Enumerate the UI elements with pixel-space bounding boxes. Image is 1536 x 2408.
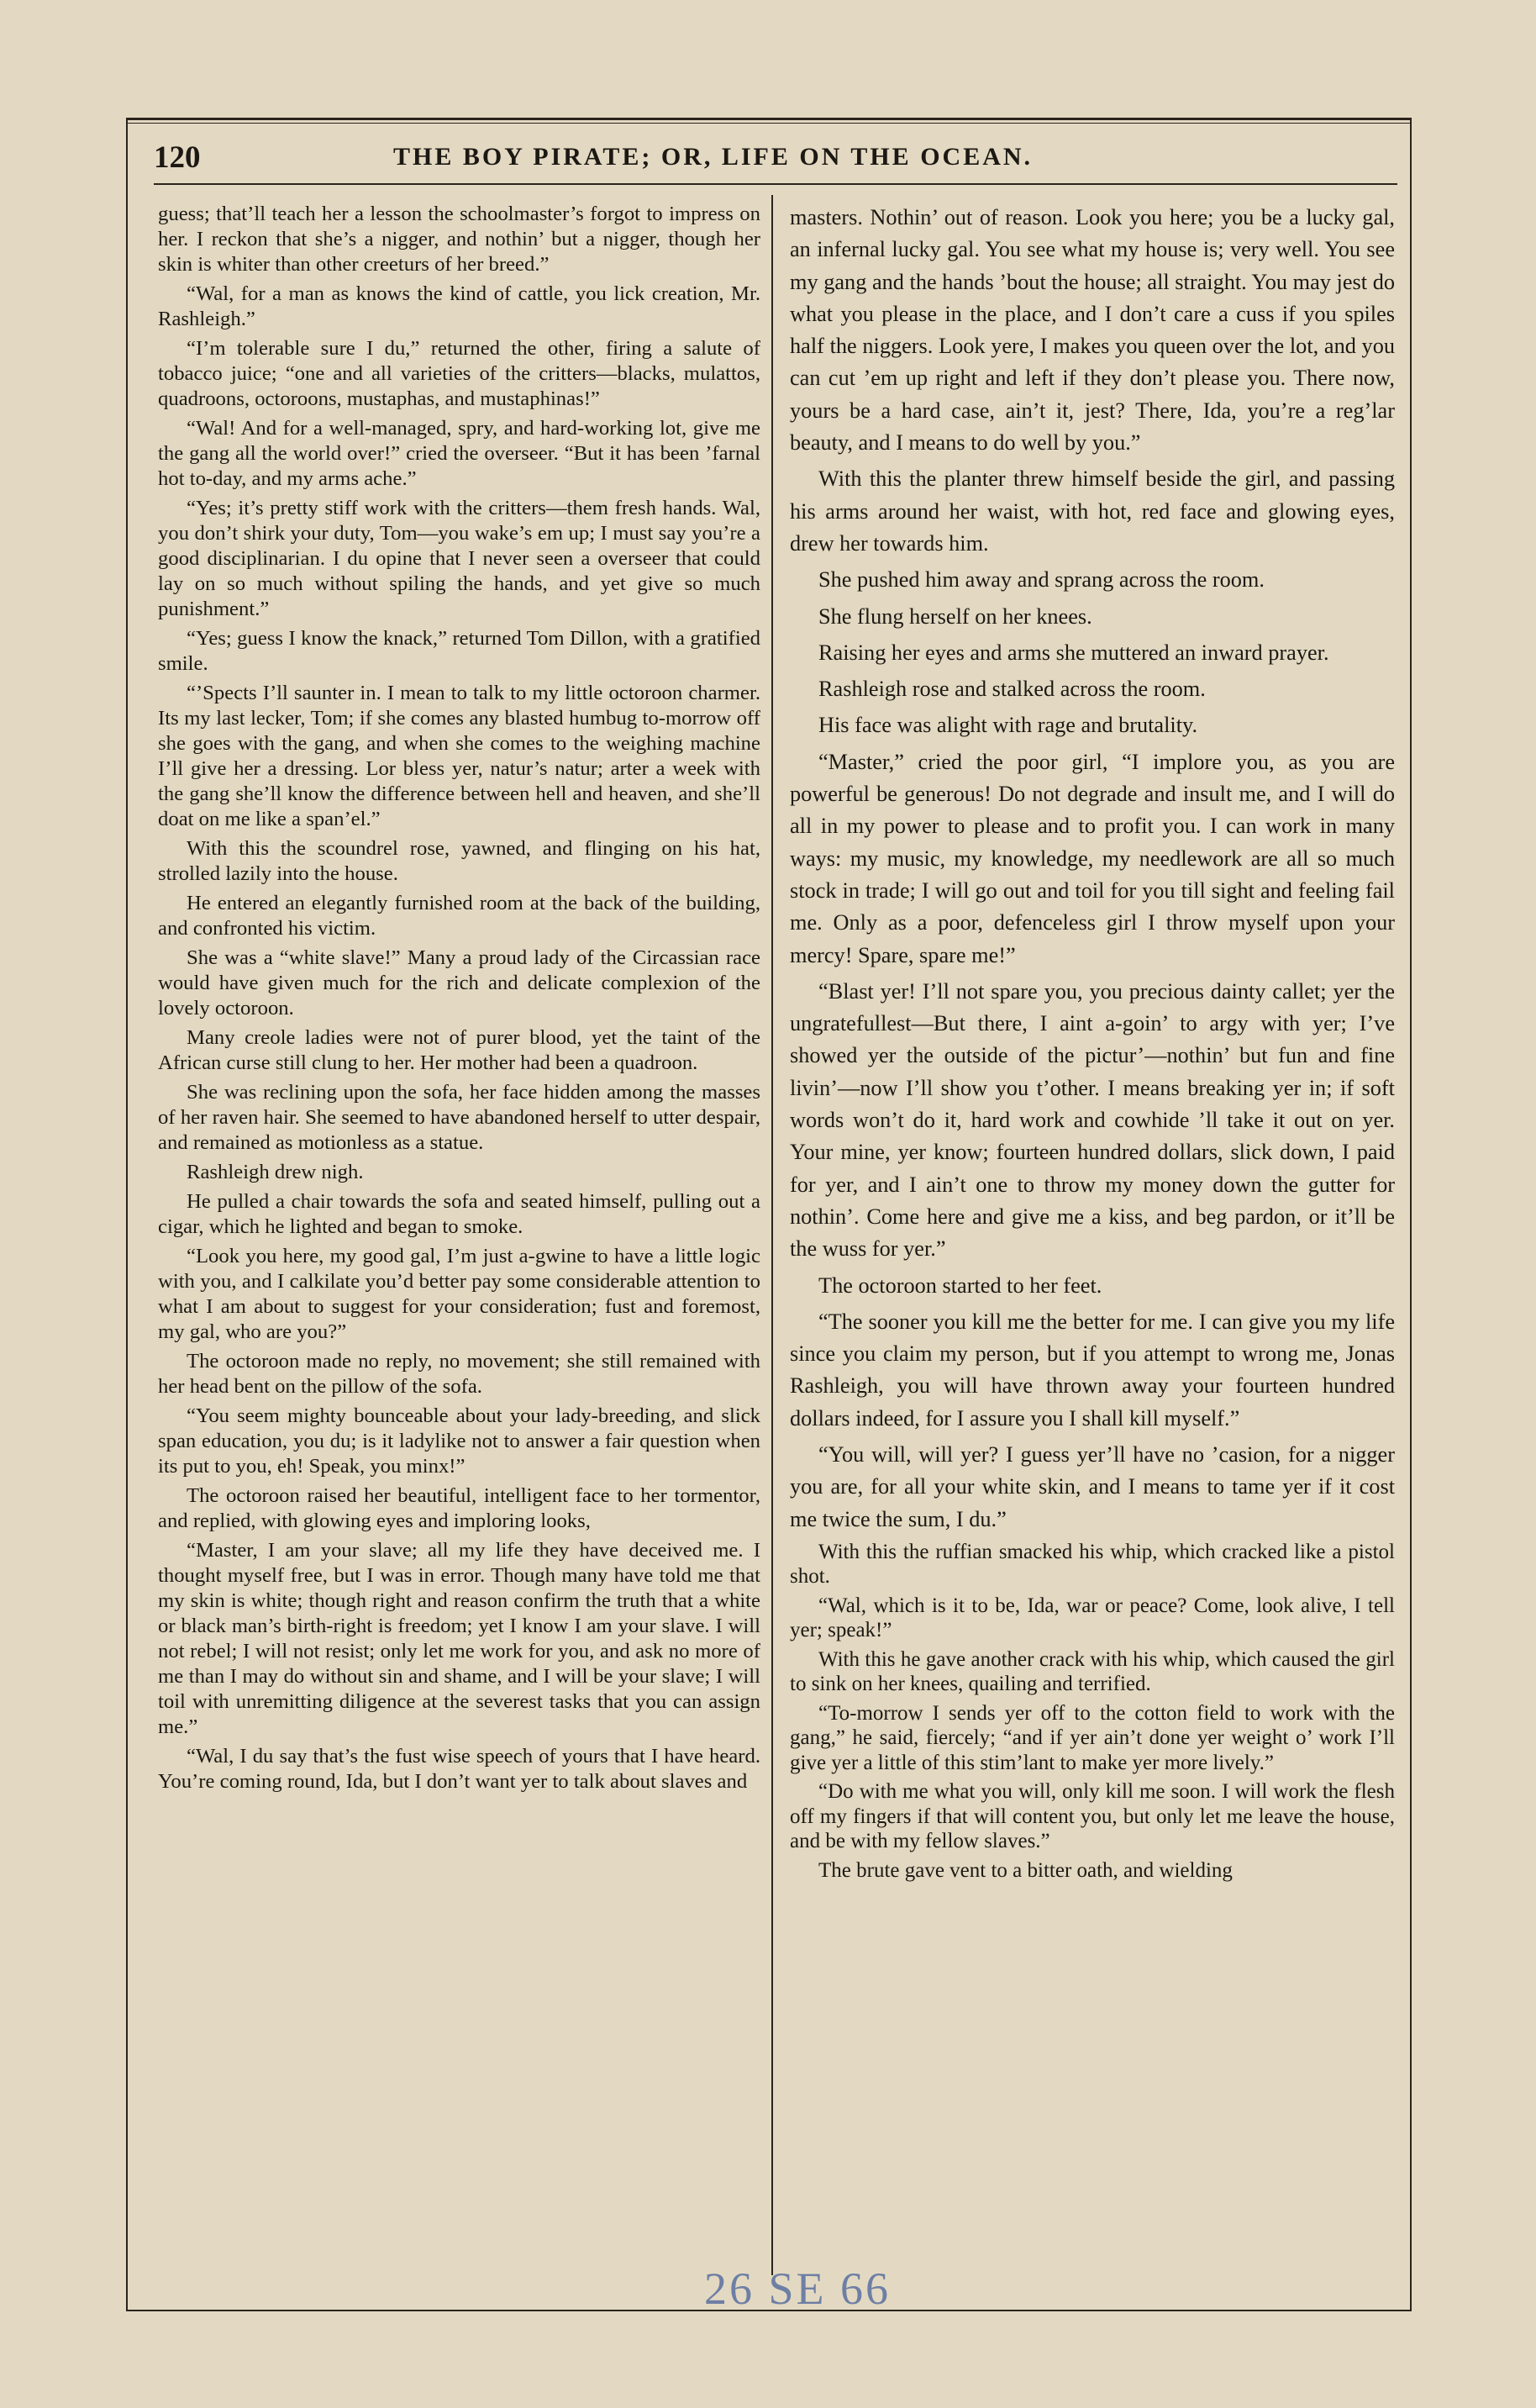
- library-date-stamp: 26 SE 66: [704, 2263, 892, 2314]
- paragraph: “The sooner you kill me the better for me. I can give you my life since you claim my person, but if you attempt to wrong me, Jonas Rashleigh, you will have thrown away your fourteen hundred dollars indeed, for I assure you I shall kill myself.”: [790, 1309, 1395, 1431]
- page-number: 120: [154, 140, 201, 175]
- paragraph: masters. Nothin’ out of reason. Look you here; you be a lucky gal, an infernal lucky gal. You see what my house is; very well. You see my gang and the hands ’bout the house; all straight. You may jest do what you please in the place, and I don’t care a cuss if you spiles half the niggers. Look yere, I makes you queen over the lot, and you can cut ’em up right and left if they don’t please you. There now, yours be a hard case, ain’t it, jest? There, Ida, you’re a reg’lar beauty, and I means to do well by you.”: [790, 205, 1395, 456]
- paragraph: His face was alight with rage and brutality.: [818, 713, 1198, 738]
- paragraph: The octoroon started to her feet.: [818, 1272, 1102, 1298]
- paragraph: “’Spects I’ll saunter in. I mean to talk to my little octoroon charmer. Its my last lecker, Tom; if she comes any blasted humbug to-morrow off she goes with the gang, and when she comes to the weighing machine I’ll give her a dressing. Lor bless yer, natur’s natur; arter a week with the gang she’ll know the difference between hell and heaven, and she’ll doat on me like a span’el.”: [158, 682, 760, 830]
- paragraph: Rashleigh drew nigh.: [187, 1161, 364, 1183]
- column-divider: [771, 195, 773, 2275]
- paragraph: “Master, I am your slave; all my life they have deceived me. I thought myself free, but I was in error. Though many have told me that my skin is white; though right and reason confirm the truth that a white or black man’s birth-right is freedom; yet I know I am your slave. I will not rebel; I will not resist; only let me work for you, and ask no more of me than I may do without sin and shame, and I will be your slave; I will toil with unremitting diligence at the severest tasks that you can assign me.”: [158, 1539, 760, 1738]
- paragraph: “Look you here, my good gal, I’m just a-gwine to have a little logic with you, and I calkilate you’d better pay some considerable attention to what I am about to suggest for your consideration; fust and foremost, my gal, who are you?”: [158, 1245, 760, 1343]
- paragraph: “Wal, for a man as knows the kind of cattle, you lick creation, Mr. Rashleigh.”: [158, 282, 760, 330]
- paragraph: She was reclining upon the sofa, her face hidden among the masses of her raven hair. She seemed to have abandoned herself to utter despair, and remained as motionless as a statue.: [158, 1081, 760, 1154]
- paragraph: With this the ruffian smacked his whip, which cracked like a pistol shot.: [790, 1540, 1395, 1589]
- paragraph: “To-morrow I sends yer off to the cotton field to work with the gang,” he said, fiercely; “and if yer ain’t done yer weight o’ work I’ll give yer a little of this stim’lant to make yer more lively.”: [790, 1701, 1395, 1774]
- paragraph: “Blast yer! I’ll not spare you, you precious dainty callet; yer the ungratefullest—But there, I aint a-goin’ to argy with yer; I’ve showed yer the outside of the pictur’—nothin’ but fun and fine livin’—now I’ll show you t’other. I means breaking yer in; if soft words won’t do it, hard work and cowhide ’ll take it out on yer. Your mine, yer know; fourteen hundred dollars, slick down, I paid for yer, and I ain’t one to throw my money down the gutter for nothin’. Come here and give me a kiss, and beg pardon, or it’ll be the wuss for yer.”: [790, 978, 1395, 1262]
- paragraph: “You seem mighty bounceable about your lady-breeding, and slick span education, you du; is it ladylike not to answer a fair question when its put to you, eh! Speak, you minx!”: [158, 1404, 760, 1478]
- paragraph: With this the planter threw himself beside the girl, and passing his arms around her waist, with hot, red face and glowing eyes, drew her towards him.: [790, 466, 1395, 556]
- paragraph: The octoroon raised her beautiful, intelligent face to her tormentor, and replied, with glowing eyes and imploring looks,: [158, 1484, 760, 1532]
- paragraph: With this he gave another crack with his whip, which caused the girl to sink on her knees, quailing and terrified.: [790, 1647, 1395, 1696]
- paragraph: “Wal, I du say that’s the fust wise speech of yours that I have heard. You’re coming round, Ida, but I don’t want yer to talk about slaves and: [158, 1745, 760, 1793]
- paragraph: “Do with me what you will, only kill me soon. I will work the flesh off my fingers if that will content you, but only let me leave the house, and be with my fellow slaves.”: [790, 1780, 1395, 1853]
- paragraph: “I’m tolerable sure I du,” returned the other, firing a salute of tobacco juice; “one and all varieties of the critters—blacks, mulattos, quadroons, octoroons, mustaphas, and mustaphinas!”: [158, 337, 760, 410]
- frame-border-right: [1410, 118, 1412, 2311]
- paragraph: The brute gave vent to a bitter oath, and wielding: [818, 1858, 1233, 1882]
- running-head: [154, 136, 1389, 178]
- paragraph: The octoroon made no reply, no movement; she still remained with her head bent on the pillow of the sofa.: [158, 1350, 760, 1398]
- right-column: [790, 202, 1395, 2269]
- paragraph: guess; that’ll teach her a lesson the schoolmaster’s forgot to impress on her. I reckon that she’s a nigger, and nothin’ but a nigger, though her skin is whiter than other creeturs of her breed.”: [158, 203, 760, 276]
- left-column: [158, 202, 760, 2269]
- frame-border-top-inner: [126, 123, 1412, 124]
- header-rule: [154, 183, 1397, 185]
- paragraph: She flung herself on her knees.: [818, 603, 1092, 629]
- paragraph: Raising her eyes and arms she muttered an inward prayer.: [818, 640, 1329, 665]
- frame-border-top: [126, 118, 1412, 120]
- paragraph: Rashleigh rose and stalked across the room.: [818, 677, 1206, 702]
- paragraph: “You will, will yer? I guess yer’ll have no ’casion, for a nigger you are, for all your white skin, and I means to tame yer if it cost me twice the sum, I du.”: [790, 1441, 1395, 1531]
- paragraph: With this the scoundrel rose, yawned, and flinging on his hat, strolled lazily into the house.: [158, 837, 760, 885]
- paragraph: He pulled a chair towards the sofa and seated himself, pulling out a cigar, which he lighted and began to smoke.: [158, 1190, 760, 1238]
- paragraph: She pushed him away and sprang across the room.: [818, 567, 1265, 593]
- paragraph: “Master,” cried the poor girl, “I implore you, as you are powerful be generous! Do not degrade and insult me, and I will do all in my power to please and to profit you. I can work in many ways: my music, my knowledge, my needlework are all so much stock in trade; I will go out and toil for you till sight and feeling fail me. Only as a poor, defenceless girl I throw myself upon your mercy! Spare, spare me!”: [790, 749, 1395, 967]
- paragraph: “Wal! And for a well-managed, spry, and hard-working lot, give me the gang all the world over!” cried the overseer. “But it has been ’farnal hot to-day, and my arms ache.”: [158, 417, 760, 490]
- paragraph: She was a “white slave!” Many a proud lady of the Circassian race would have given much for the rich and delicate complexion of the lovely octoroon.: [158, 946, 760, 1020]
- paragraph: Many creole ladies were not of purer blood, yet the taint of the African curse still clung to her. Her mother had been a quadroon.: [158, 1026, 760, 1074]
- paragraph: “Yes; it’s pretty stiff work with the critters—them fresh hands. Wal, you don’t shirk your duty, Tom—you wake’s em up; I must say you’re a good disciplinarian. I du opine that I never seen a overseer that could lay on so much without spiling the hands, and yet give so much punishment.”: [158, 497, 760, 620]
- frame-border-left: [126, 118, 128, 2311]
- paragraph: “Wal, which is it to be, Ida, war or peace? Come, look alive, I tell yer; speak!”: [790, 1594, 1395, 1642]
- running-title: THE BOY PIRATE; OR, LIFE ON THE OCEAN.: [393, 143, 1034, 171]
- paragraph: “Yes; guess I know the knack,” returned Tom Dillon, with a gratified smile.: [158, 627, 760, 675]
- paragraph: He entered an elegantly furnished room at the back of the building, and confronted his victim.: [158, 892, 760, 940]
